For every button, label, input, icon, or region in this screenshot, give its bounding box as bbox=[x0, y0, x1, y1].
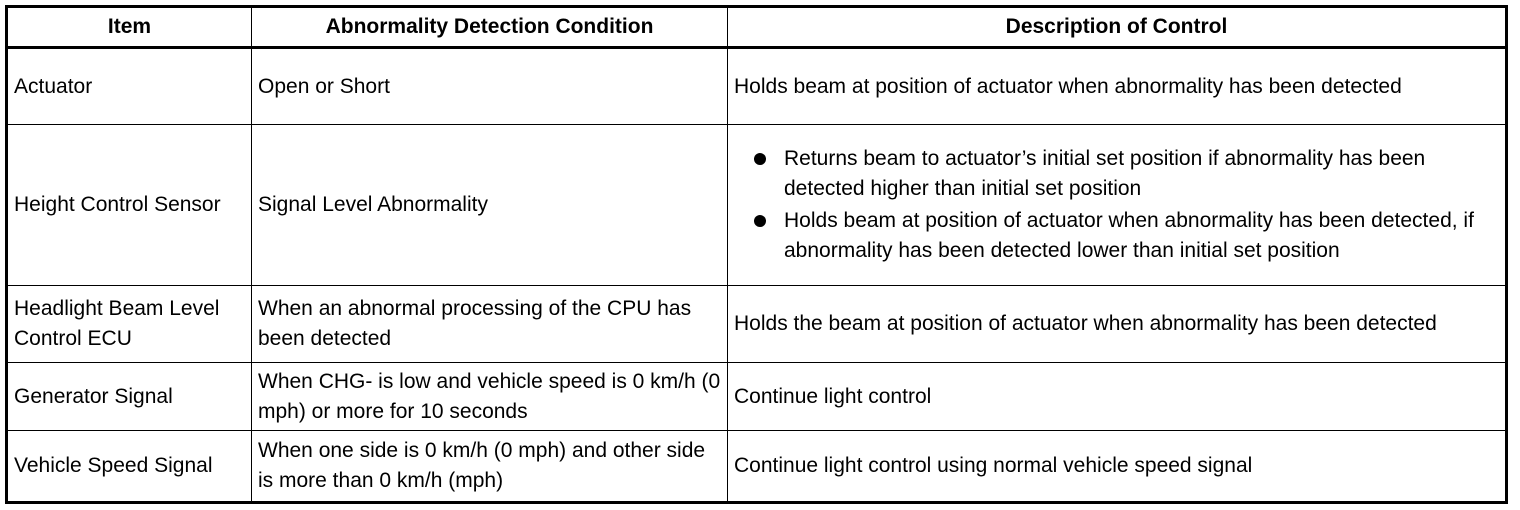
header-condition: Abnormality Detection Condition bbox=[252, 7, 728, 48]
bullet-dot-icon bbox=[754, 153, 766, 165]
description-cell: Continue light control bbox=[728, 363, 1507, 431]
table-row bbox=[7, 48, 1507, 125]
description-bullet-list bbox=[734, 144, 1499, 266]
item-cell: Height Control Sensor bbox=[7, 125, 252, 286]
condition-cell: When an abnormal processing of the CPU has been detected bbox=[252, 286, 728, 363]
table-row bbox=[7, 286, 1507, 363]
header-item: Item bbox=[7, 7, 252, 48]
description-cell: Holds the beam at position of actuator when abnormality has been detected bbox=[728, 286, 1507, 363]
bullet-text: Returns beam to actuator’s initial set position if abnormality has been detected higher than initial set position bbox=[784, 147, 1426, 200]
bullet-dot-icon bbox=[754, 215, 766, 227]
table-row bbox=[7, 431, 1507, 503]
list-item bbox=[734, 144, 1499, 204]
item-cell: Generator Signal bbox=[7, 363, 252, 431]
table-row bbox=[7, 363, 1507, 431]
description-cell: Holds beam at position of actuator when abnormality has been detected bbox=[728, 48, 1507, 125]
table-row bbox=[7, 125, 1507, 286]
item-cell: Actuator bbox=[7, 48, 252, 125]
header-description: Description of Control bbox=[728, 7, 1507, 48]
condition-cell: When one side is 0 km/h (0 mph) and other side is more than 0 km/h (mph) bbox=[252, 431, 728, 503]
description-cell bbox=[728, 125, 1507, 286]
item-cell: Vehicle Speed Signal bbox=[7, 431, 252, 503]
list-item bbox=[734, 206, 1499, 266]
condition-cell: Open or Short bbox=[252, 48, 728, 125]
description-cell: Continue light control using normal vehicle speed signal bbox=[728, 431, 1507, 503]
condition-cell: Signal Level Abnormality bbox=[252, 125, 728, 286]
header-row bbox=[7, 7, 1507, 48]
bullet-text: Holds beam at position of actuator when abnormality has been detected, if abnormality has been detected lower than initial set position bbox=[784, 209, 1474, 262]
condition-cell: When CHG- is low and vehicle speed is 0 km/h (0 mph) or more for 10 seconds bbox=[252, 363, 728, 431]
item-cell: Headlight Beam Level Control ECU bbox=[7, 286, 252, 363]
fail-safe-table bbox=[5, 5, 1508, 504]
